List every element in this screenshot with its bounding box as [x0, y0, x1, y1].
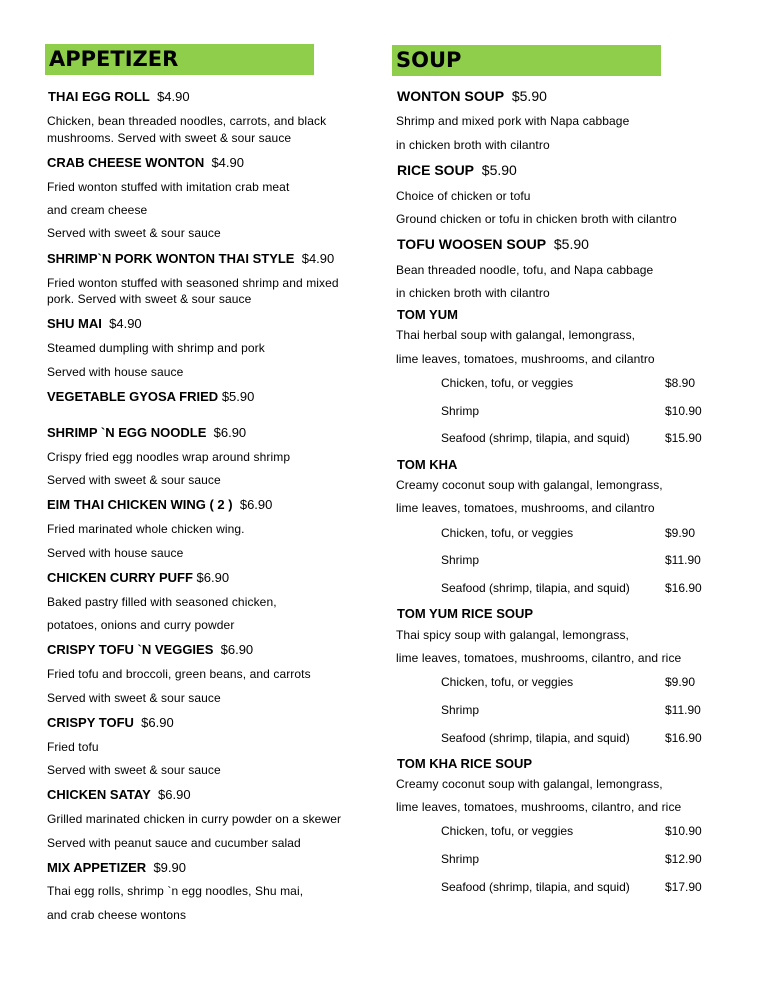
option-price: $9.90: [665, 526, 696, 540]
option-price: $8.90: [665, 376, 696, 390]
soup-header: SOUP: [392, 45, 661, 76]
option-price: $10.90: [665, 404, 702, 418]
menu-item-name: CRISPY TOFU `N VEGGIES $6.90: [47, 642, 254, 657]
option-label: Seafood (shrimp, tilapia, and squid): [441, 431, 630, 445]
option-price: $15.90: [665, 431, 702, 445]
menu-item-name: SHRIMP `N EGG NOODLE $6.90: [47, 425, 247, 440]
item-description: Baked pastry filled with seasoned chicken,: [47, 595, 277, 609]
menu-item-name: TOM YUM: [397, 307, 458, 322]
option-price: $17.90: [665, 880, 702, 894]
option-label: Shrimp: [441, 852, 480, 866]
menu-item-name: CHICKEN CURRY PUFF $6.90: [47, 570, 230, 585]
option-price: $12.90: [665, 852, 702, 866]
appetizer-header: APPETIZER: [45, 44, 314, 75]
item-description: in chicken broth with cilantro: [396, 286, 550, 300]
item-description: Thai spicy soup with galangal, lemongrass,: [396, 628, 629, 642]
option-price: $11.90: [665, 553, 701, 567]
option-label: Shrimp: [441, 553, 480, 567]
item-description: lime leaves, tomatoes, mushrooms, cilantro, and rice: [396, 800, 682, 814]
item-description: Ground chicken or tofu in chicken broth with cilantro: [396, 212, 677, 226]
item-description: mushrooms. Served with sweet & sour sauce: [47, 131, 292, 145]
option-label: Seafood (shrimp, tilapia, and squid): [441, 581, 630, 595]
item-description: Fried tofu and broccoli, green beans, and carrots: [47, 667, 311, 681]
option-label: Chicken, tofu, or veggies: [441, 376, 574, 390]
item-description: Bean threaded noodle, tofu, and Napa cabbage: [396, 263, 654, 277]
item-description: lime leaves, tomatoes, mushrooms, and cilantro: [396, 352, 655, 366]
option-label: Seafood (shrimp, tilapia, and squid): [441, 731, 630, 745]
menu-item-name: SHRIMP`N PORK WONTON THAI STYLE $4.90: [47, 251, 335, 266]
item-description: Served with sweet & sour sauce: [47, 473, 221, 487]
item-description: and crab cheese wontons: [47, 908, 187, 922]
item-description: Served with sweet & sour sauce: [47, 226, 221, 240]
option-price: $11.90: [665, 703, 701, 717]
item-description: lime leaves, tomatoes, mushrooms, cilantro, and rice: [396, 651, 682, 665]
item-description: in chicken broth with cilantro: [396, 138, 550, 152]
item-description: Grilled marinated chicken in curry powder on a skewer: [47, 812, 342, 826]
menu-item-name: THAI EGG ROLL $4.90: [48, 89, 190, 104]
menu-item-name: RICE SOUP $5.90: [397, 162, 517, 178]
item-description: lime leaves, tomatoes, mushrooms, and cilantro: [396, 501, 655, 515]
menu-item-name: CHICKEN SATAY $6.90: [47, 787, 191, 802]
option-label: Seafood (shrimp, tilapia, and squid): [441, 880, 630, 894]
item-description: and cream cheese: [47, 203, 148, 217]
option-price: $16.90: [665, 581, 702, 595]
menu-item-name: TOM KHA: [397, 457, 458, 472]
option-label: Shrimp: [441, 703, 480, 717]
item-description: pork. Served with sweet & sour sauce: [47, 292, 252, 306]
menu-item-name: TOM YUM RICE SOUP: [397, 606, 534, 621]
item-description: Served with house sauce: [47, 365, 184, 379]
item-description: Crispy fried egg noodles wrap around shrimp: [47, 450, 291, 464]
item-description: Choice of chicken or tofu: [396, 189, 531, 203]
menu-item-name: CRAB CHEESE WONTON $4.90: [47, 155, 244, 170]
item-description: Fried wonton stuffed with imitation crab meat: [47, 180, 290, 194]
item-description: Fried tofu: [47, 740, 99, 754]
item-description: Served with sweet & sour sauce: [47, 691, 221, 705]
item-description: Creamy coconut soup with galangal, lemongrass,: [396, 777, 663, 791]
item-description: Served with peanut sauce and cucumber salad: [47, 836, 301, 850]
menu-item-name: TOFU WOOSEN SOUP $5.90: [397, 236, 589, 252]
item-description: Fried wonton stuffed with seasoned shrimp and mixed: [47, 276, 339, 290]
item-description: Served with house sauce: [47, 546, 184, 560]
menu-item-name: SHU MAI $4.90: [47, 316, 142, 331]
menu-item-name: VEGETABLE GYOSA FRIED $5.90: [47, 389, 255, 404]
option-price: $10.90: [665, 824, 702, 838]
item-description: potatoes, onions and curry powder: [47, 618, 235, 632]
option-price: $16.90: [665, 731, 702, 745]
item-description: Fried marinated whole chicken wing.: [47, 522, 245, 536]
menu-item-name: CRISPY TOFU $6.90: [47, 715, 174, 730]
option-label: Chicken, tofu, or veggies: [441, 824, 574, 838]
item-description: Shrimp and mixed pork with Napa cabbage: [396, 114, 630, 128]
menu-item-name: EIM THAI CHICKEN WING ( 2 ) $6.90: [47, 497, 273, 512]
option-price: $9.90: [665, 675, 696, 689]
menu-item-name: TOM KHA RICE SOUP: [397, 756, 533, 771]
item-description: Steamed dumpling with shrimp and pork: [47, 341, 265, 355]
option-label: Chicken, tofu, or veggies: [441, 675, 574, 689]
option-label: Shrimp: [441, 404, 480, 418]
menu-item-name: WONTON SOUP $5.90: [397, 88, 547, 104]
item-description: Chicken, bean threaded noodles, carrots, and black: [47, 114, 327, 128]
item-description: Served with sweet & sour sauce: [47, 763, 221, 777]
item-description: Creamy coconut soup with galangal, lemongrass,: [396, 478, 663, 492]
item-description: Thai herbal soup with galangal, lemongrass,: [396, 328, 636, 342]
item-description: Thai egg rolls, shrimp `n egg noodles, Shu mai,: [47, 884, 304, 898]
menu-item-name: MIX APPETIZER $9.90: [47, 860, 186, 875]
option-label: Chicken, tofu, or veggies: [441, 526, 574, 540]
